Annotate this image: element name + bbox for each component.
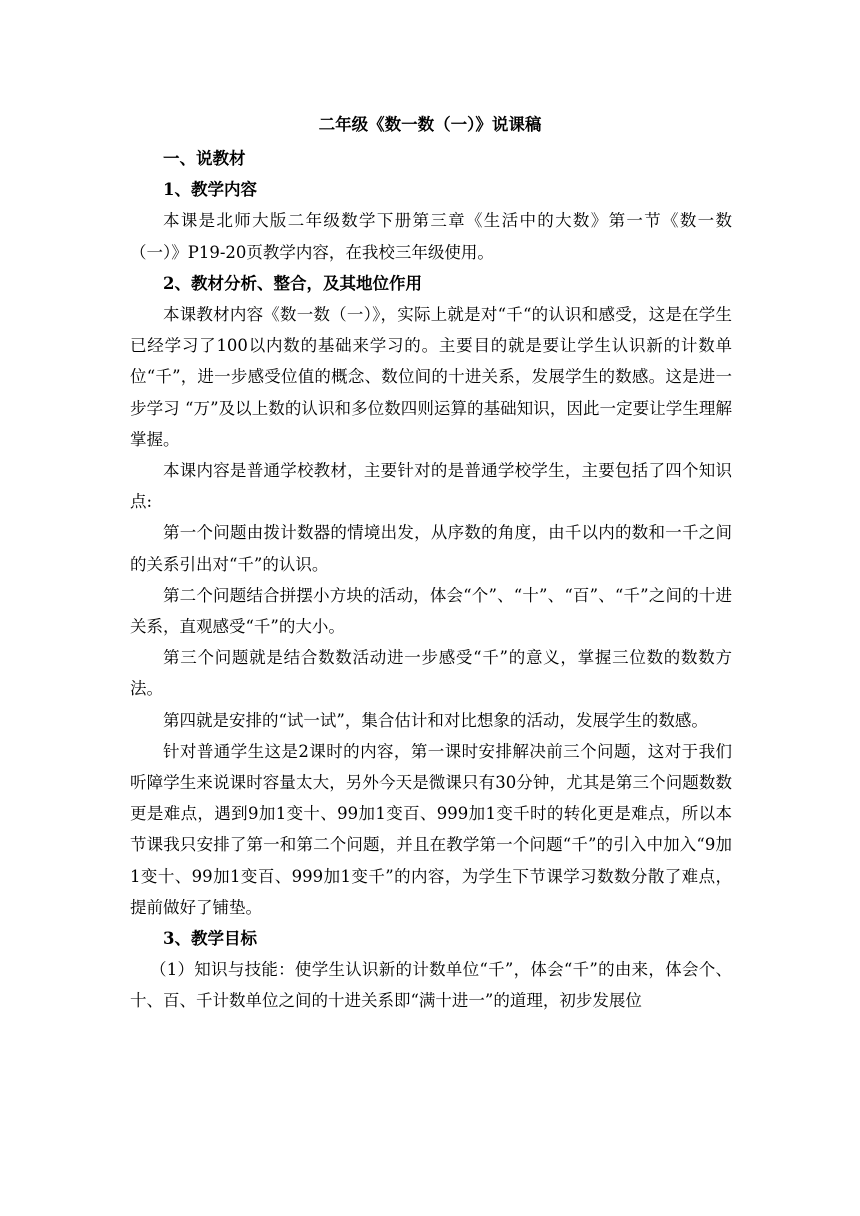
paragraph-teaching-content: 本课是北师大版二年级数学下册第三章《生活中的大数》第一节《数一数（一）》P19-20页教学内容，在我校三年级使用。 (130, 211, 732, 262)
document-body (130, 143, 732, 1017)
paragraph-lesson-plan: 针对普通学生这是2课时的内容，第一课时安排解决前三个问题，这对于我们听障学生来说课时容量太大，另外今天是微课只有30分钟，尤其是第三个问题数数更是难点，遇到9加1变十、99加1变百、999加1变千时的转化更是难点，所以本节课我只安排了第一和第二个问题，并且在教学第一个问题“千”的引入中加入“9加1变十、99加1变百、999加1变千”的内容，为学生下节课学习数数分散了难点，提前做好了铺垫。 (130, 741, 732, 917)
paragraph-problem-four: 第四就是安排的“试一试”，集合估计和对比想象的活动，发展学生的数感。 (163, 710, 708, 730)
section-heading-objectives: 3、教学目标 (163, 929, 257, 949)
paragraph-objective-one: （1）知识与技能：使学生认识新的计数单位“千”，体会“千”的由来，体会个、十、百、千计数单位之间的十进关系即“满十进一”的道理，初步发展位 (130, 960, 732, 1011)
paragraph-analysis: 本课教材内容《数一数（一）》，实际上就是对“千“的认识和感受，这是在学生已经学习了100以内数的基础来学习的。主要目的就是要让学生认识新的计数单位“千”，进一步感受位值的概念、数位间的十进关系，发展学生的数感。这是进一步学习 “万”及以上数的认识和多位数四则运算的基础知识，因此一定要让学生理解掌握。 (130, 305, 732, 449)
paragraph-problem-one: 第一个问题由拨计数器的情境出发，从序数的角度，由千以内的数和一千之间的关系引出对“千”的认识。 (130, 523, 732, 574)
section-heading-teaching-content: 1、教学内容 (163, 180, 257, 200)
section-heading-analysis: 2、教材分析、整合，及其地位作用 (163, 273, 422, 293)
paragraph-problem-two: 第二个问题结合拼摆小方块的活动，体会“个”、“十”、“百”、“千”之间的十进关系，直观感受“千”的大小。 (130, 585, 732, 637)
paragraph-problem-three: 第三个问题就是结合数数活动进一步感受“千”的意义，掌握三位数的数数方法。 (130, 648, 732, 699)
paragraph-knowledge-points: 本课内容是普通学校教材，主要针对的是普通学校学生，主要包括了四个知识点: (130, 461, 732, 512)
section-heading-textbook: 一、说教材 (163, 149, 246, 168)
document-title: 二年级《数一数（一）》说课稿 (318, 115, 542, 134)
